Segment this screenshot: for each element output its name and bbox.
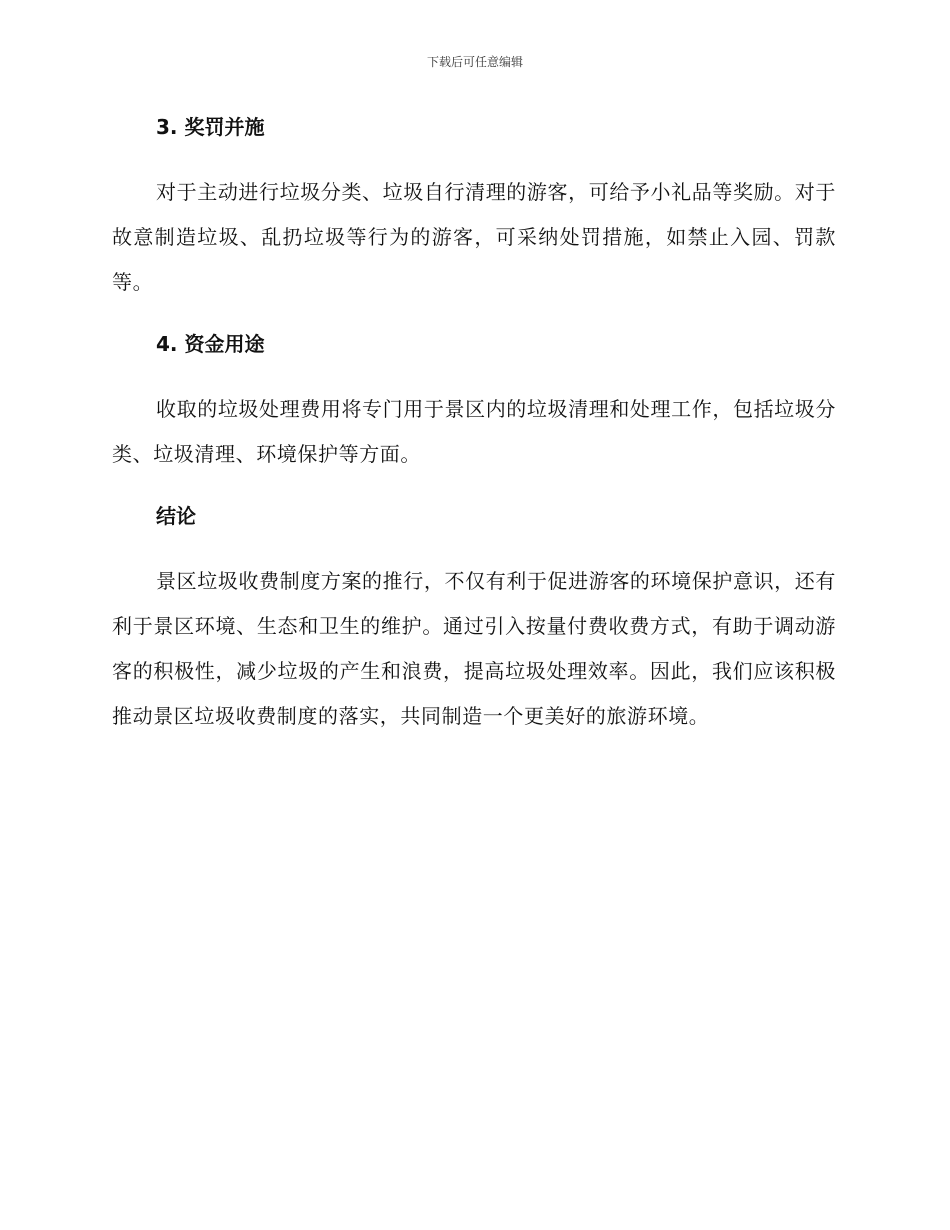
section-paragraph: 对于主动进行垃圾分类、垃圾自行清理的游客，可给予小礼品等奖励。对于故意制造垃圾、乱扔垃圾等行为的游客，可采纳处罚措施，如禁止入园、罚款等。 bbox=[112, 180, 836, 294]
section-heading: 结论 bbox=[156, 504, 196, 528]
section-heading: 4. 资金用途 bbox=[156, 332, 265, 356]
page-header-note: 下载后可任意编辑 bbox=[426, 55, 523, 69]
section-fund-usage bbox=[112, 329, 836, 477]
section-conclusion bbox=[112, 501, 836, 739]
section-heading: 3. 奖罚并施 bbox=[156, 115, 265, 139]
section-rewards-penalties bbox=[112, 112, 836, 305]
section-paragraph: 景区垃圾收费制度方案的推行，不仅有利于促进游客的环境保护意识，还有利于景区环境、生态和卫生的维护。通过引入按量付费收费方式，有助于调动游客的积极性，减少垃圾的产生和浪费，提高垃圾处理效率。因此，我们应该积极推动景区垃圾收费制度的落实，共同制造一个更美好的旅游环境。 bbox=[112, 569, 836, 728]
document-body bbox=[112, 112, 836, 739]
section-paragraph: 收取的垃圾处理费用将专门用于景区内的垃圾清理和处理工作，包括垃圾分类、垃圾清理、环境保护等方面。 bbox=[112, 397, 836, 466]
